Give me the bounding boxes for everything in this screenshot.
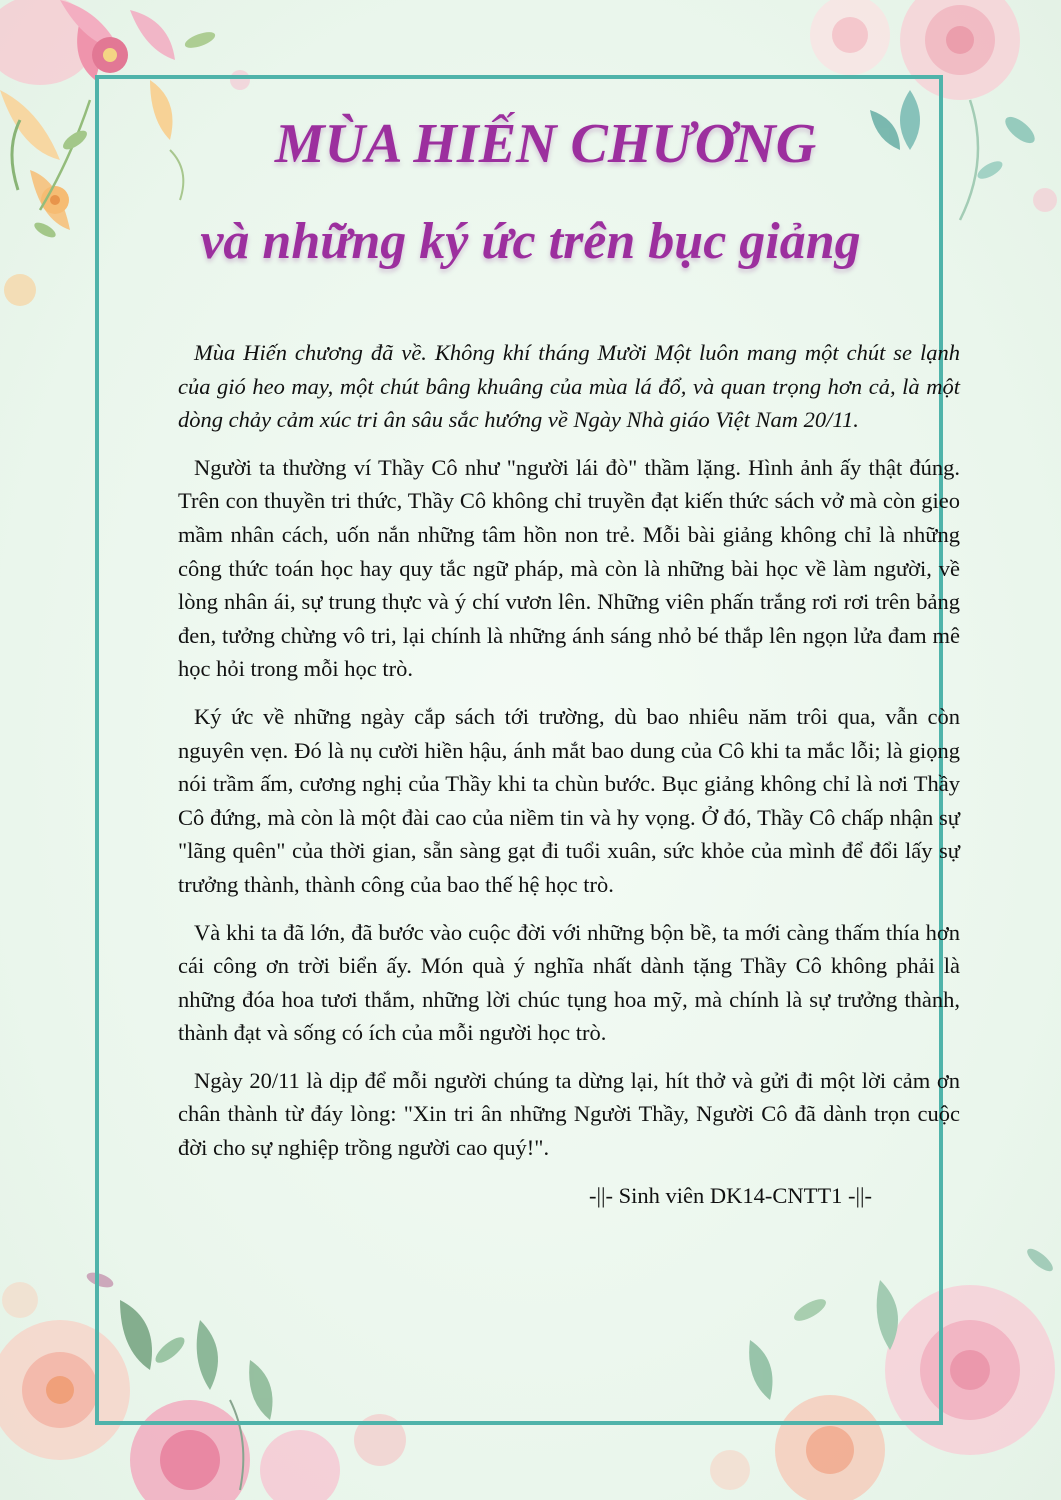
paragraph-intro: Mùa Hiến chương đã về. Không khí tháng Mười Một luôn mang một chút se lạnh của gió heo may, một chút bâng khuâng của mùa lá đổ, và quan trọng hơn cả, là một dòng chảy cảm xúc tri ân sâu sắc hướng về Ngày Nhà giáo Việt Nam 20/11. xyxy=(178,340,960,433)
paragraph: Ngày 20/11 là dịp để mỗi người chúng ta dừng lại, hít thở và gửi đi một lời cảm ơn chân thành từ đáy lòng: "Xin tri ân những Người Thầy, Người Cô đã dành trọn cuộc đời cho sự nghiệp trồng người cao quý!". xyxy=(178,1067,960,1161)
article-body xyxy=(178,336,960,1212)
paragraph: Người ta thường ví Thầy Cô như "người lái đò" thầm lặng. Hình ảnh ấy thật đúng. Trên con thuyền tri thức, Thầy Cô không chỉ truyền đạt kiến thức sách vở mà còn gieo mầm nhân cách, uốn nắn những tâm hồn non trẻ. Mỗi bài giảng không chỉ là những công thức toán học hay quy tắc ngữ pháp, mà còn là những bài học về làm người, về lòng nhân ái, sự trung thực và ý chí vươn lên. Những viên phấn trắng rơi rơi trên bảng đen, tưởng chừng vô tri, lại chính là những ánh sáng nhỏ bé thắp lên ngọn lửa đam mê học hỏi trong mỗi học trò. xyxy=(178,454,960,682)
signature: -||- Sinh viên DK14-CNTT1 -||- xyxy=(589,1182,872,1208)
title-subtitle: và những ký ức trên bục giảng xyxy=(200,213,861,270)
paragraph: Và khi ta đã lớn, đã bước vào cuộc đời với những bộn bề, ta mới càng thấm thía hơn cái công ơn trời biển ấy. Món quà ý nghĩa nhất dành tặng Thầy Cô không phải là những đóa hoa tươi thắm, những lời chúc tụng hoa mỹ, mà chính là sự trưởng thành, thành đạt và sống có ích của mỗi người học trò. xyxy=(178,919,960,1046)
paragraph: Ký ức về những ngày cắp sách tới trường, dù bao nhiêu năm trôi qua, vẫn còn nguyên vẹn. Đó là nụ cười hiền hậu, ánh mắt bao dung của Cô khi ta mắc lỗi; là giọng nói trầm ấm, cương nghị của Thầy khi ta chùn bước. Bục giảng không chỉ là nơi Thầy Cô đứng, mà còn là một đài cao của niềm tin và hy vọng. Ở đó, Thầy Cô chấp nhận sự "lãng quên" của thời gian, sẵn sàng gạt đi tuổi xuân, sức khỏe của mình để đổi lấy sự trưởng thành, thành công của bao thế hệ học trò. xyxy=(178,703,960,897)
title-block xyxy=(0,108,1061,278)
title-main: MÙA HIẾN CHƯƠNG xyxy=(274,113,817,175)
